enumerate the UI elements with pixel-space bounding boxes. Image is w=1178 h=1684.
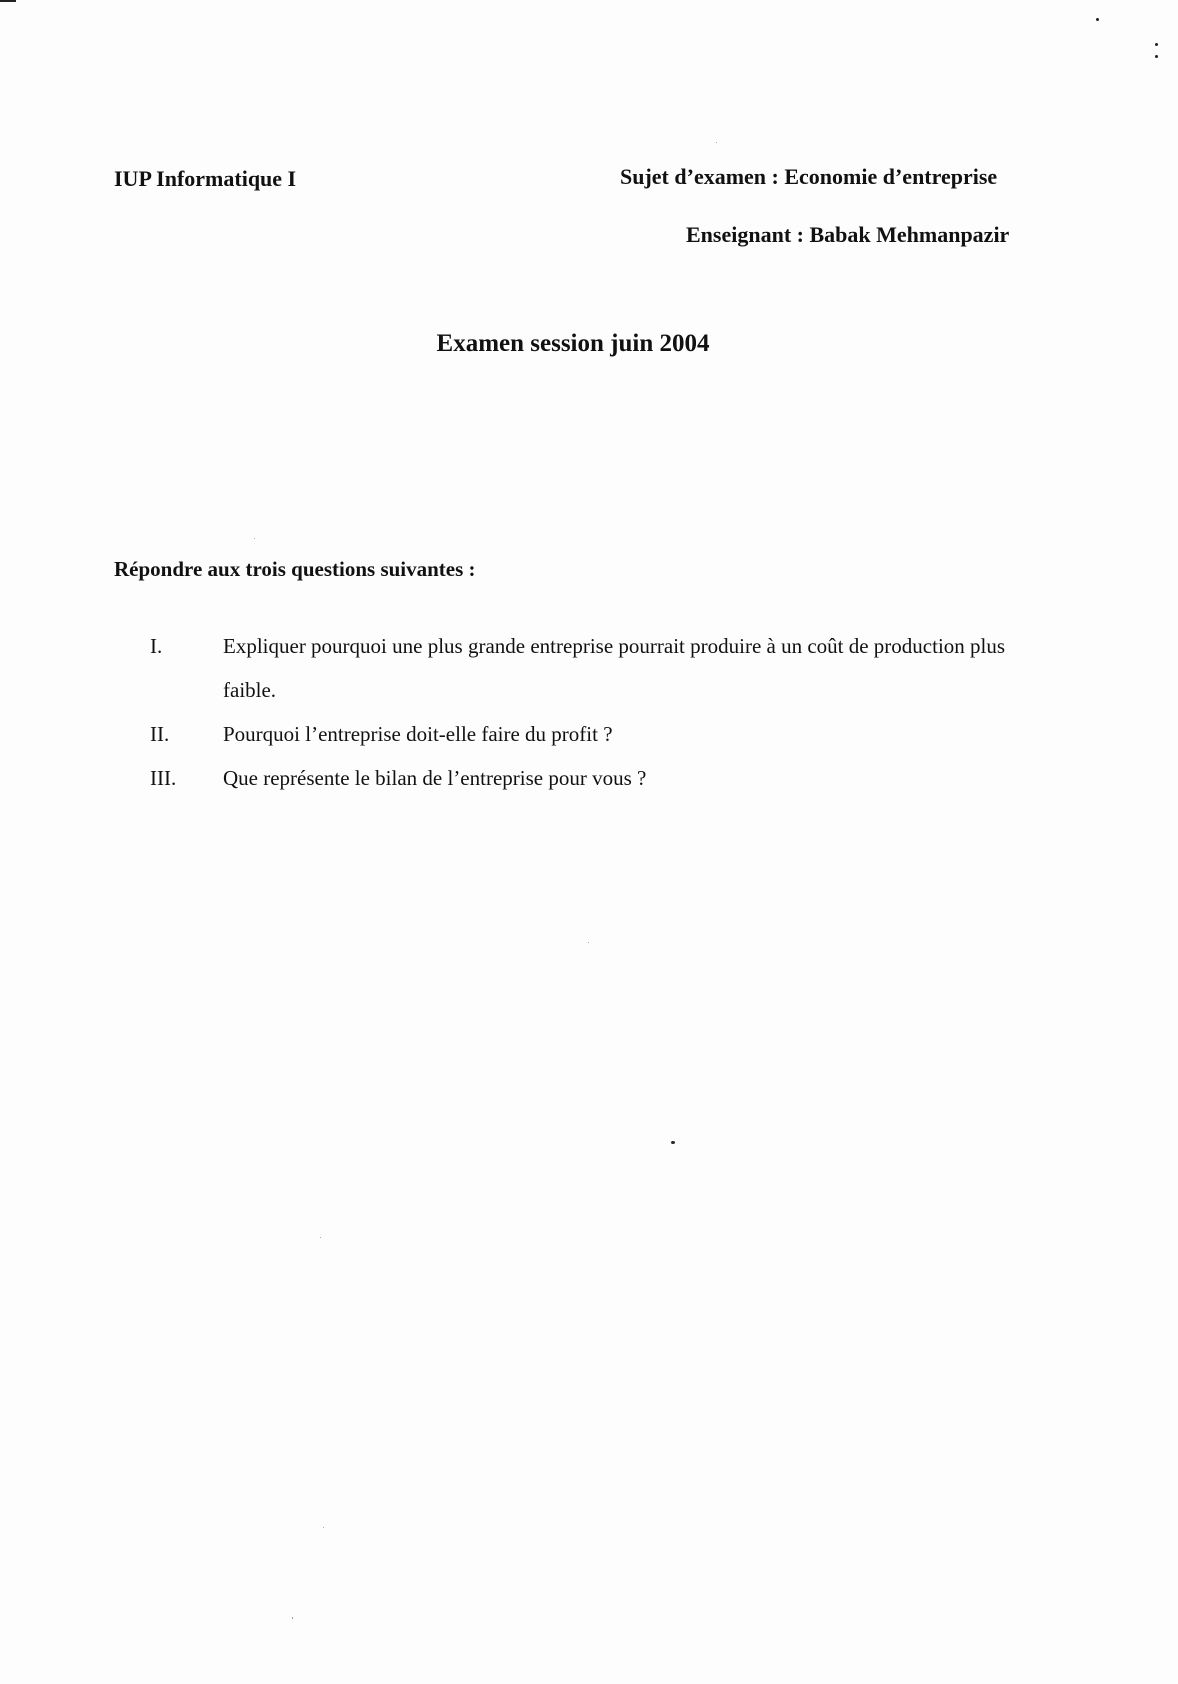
scan-speck (1155, 43, 1158, 46)
scan-speck (320, 1237, 321, 1238)
exam-subject: Sujet d’examen : Economie d’entreprise (620, 164, 998, 189)
question-item (150, 712, 1050, 756)
question-text: Que représente le bilan de l’entreprise pour vous ? (223, 766, 647, 790)
question-text: Pourquoi l’entreprise doit-elle faire du profit ? (223, 722, 613, 746)
scan-speck (716, 142, 717, 143)
scan-speck (323, 1527, 324, 1528)
exam-title-text: Examen session juin 2004 (436, 330, 710, 357)
scan-speck (671, 1141, 675, 1144)
exam-title (0, 330, 1178, 358)
question-list (150, 624, 1050, 800)
question-text: Expliquer pourquoi une plus grande entreprise pourrait produire à un coût de production plus faible. (223, 634, 1006, 702)
question-number: I. (150, 634, 163, 658)
scan-mark (0, 0, 16, 2)
program-label: IUP Informatique I (114, 166, 297, 191)
question-item (150, 624, 1050, 712)
scan-speck (1096, 18, 1099, 21)
scan-speck (588, 942, 589, 943)
teacher-name: Enseignant : Babak Mehmanpazir (686, 222, 1010, 247)
question-item (150, 756, 1050, 800)
question-number: II. (150, 722, 170, 746)
question-number: III. (150, 766, 177, 790)
instructions: Répondre aux trois questions suivantes : (114, 557, 476, 581)
scan-speck (292, 1617, 293, 1619)
scan-speck (1155, 55, 1158, 58)
scan-speck (254, 538, 255, 539)
